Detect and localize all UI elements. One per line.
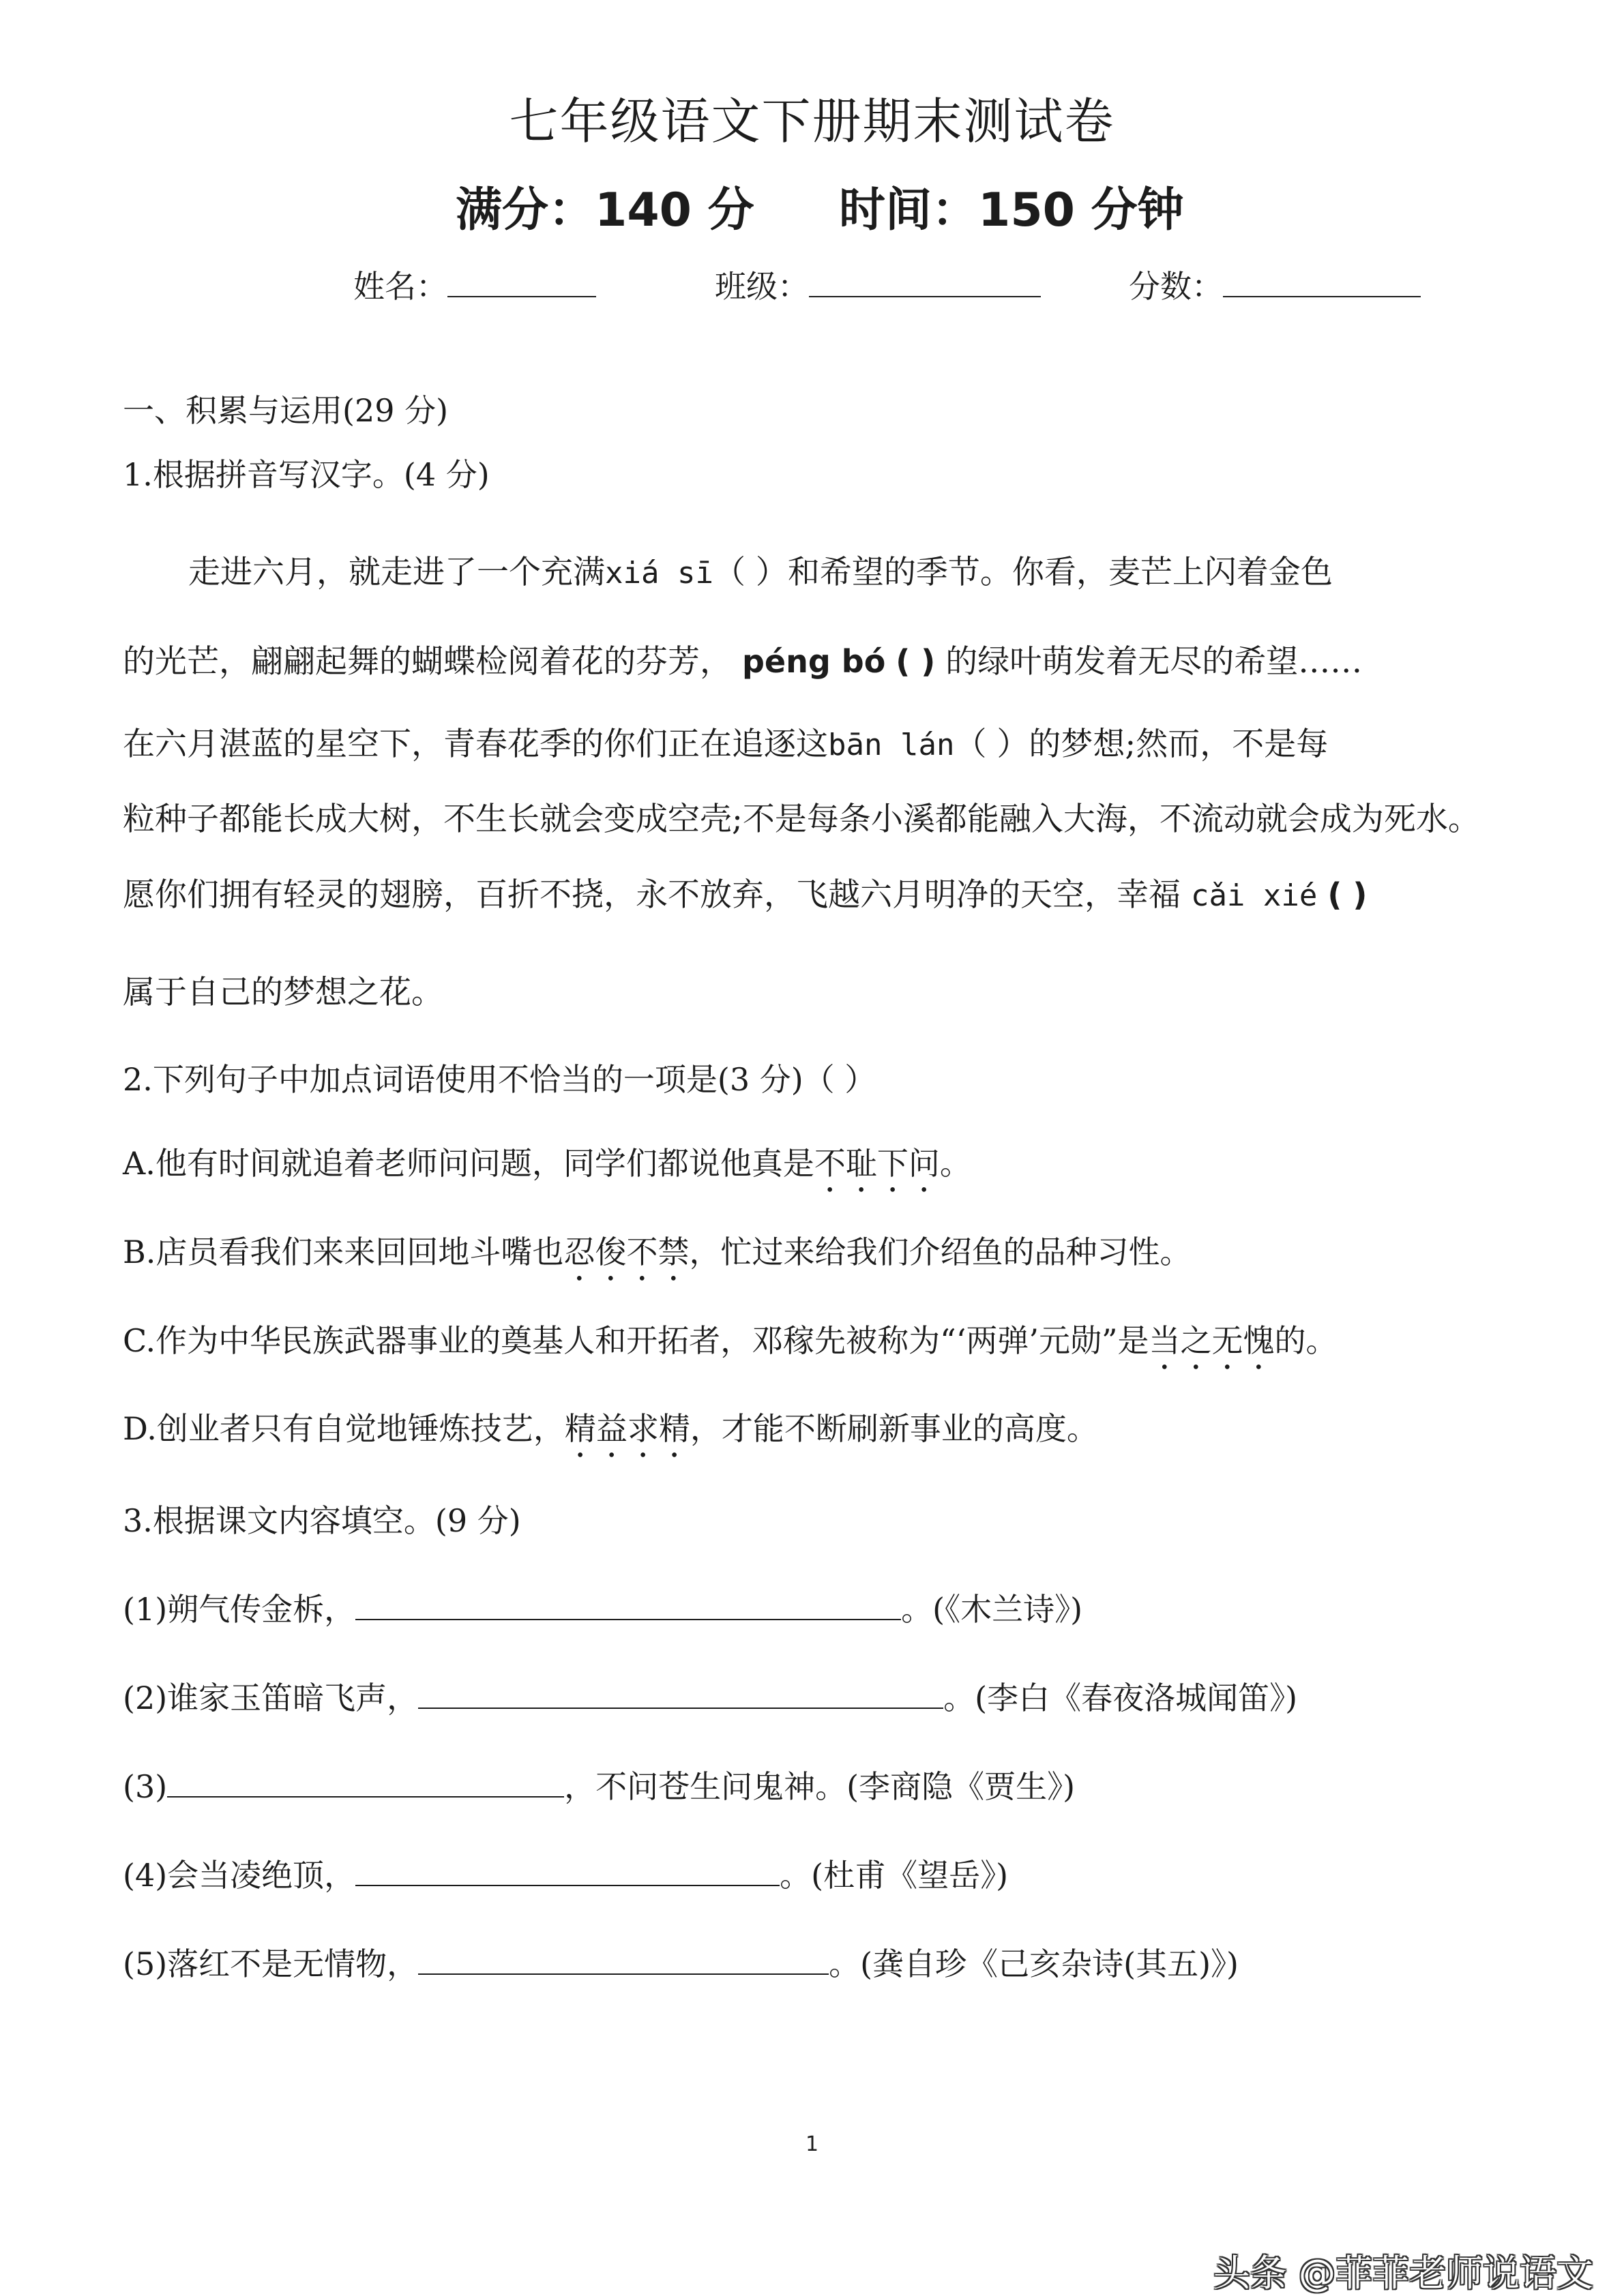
q1-text: 走进六月，就走进了一个充满 [188, 554, 605, 591]
q3-item-5 [123, 1937, 1239, 1991]
pinyin-pengbo: péng bó [741, 643, 886, 680]
q1-text: 的梦想;然而，不是每 [1029, 726, 1329, 763]
full-score-value: 140 [595, 183, 692, 237]
answer-bracket-4[interactable]: ( ) [1327, 876, 1368, 913]
full-score [456, 176, 754, 245]
name-field [353, 259, 596, 314]
section-heading: 一、积累与运用(29 分) [123, 392, 449, 429]
item-text: (4)会当凌绝顶， [123, 1857, 356, 1894]
score-blank[interactable] [1223, 265, 1421, 297]
name-blank[interactable] [447, 265, 596, 297]
fill-blank[interactable] [355, 1853, 780, 1886]
pinyin-xiasi: xiá sī [605, 556, 713, 591]
name-label: 姓名： [353, 268, 447, 305]
q1-line-2 [123, 634, 1362, 689]
q2-option-c [123, 1313, 1337, 1377]
fill-blank[interactable] [418, 1942, 829, 1975]
answer-bracket-2[interactable]: ( ) [896, 643, 936, 680]
option-text: C.作为中华民族武器事业的奠基人和开拓者，邓稼先被称为“‘两弹’元勋”是 [123, 1322, 1149, 1359]
exam-time [839, 176, 1184, 245]
class-blank[interactable] [809, 265, 1041, 297]
fill-blank[interactable] [167, 1765, 564, 1798]
q3-item-3 [123, 1759, 1075, 1814]
option-text: 。 [939, 1145, 971, 1182]
q3-item-1 [123, 1582, 1082, 1637]
pinyin-caixie: cǎi xié [1190, 878, 1318, 913]
full-score-unit: 分 [707, 183, 754, 237]
dotted-word: 当之无愧 [1149, 1322, 1275, 1359]
class-label: 班级： [715, 268, 809, 305]
item-source: 。(龚自珍《己亥杂诗(其五)》) [829, 1945, 1239, 1982]
q1-line-3 [123, 717, 1328, 773]
full-score-label: 满分： [456, 183, 595, 237]
fill-blank[interactable] [355, 1587, 901, 1620]
q1-text: 的绿叶萌发着无尽的希望…… [945, 643, 1363, 681]
q3-prompt: 3.根据课文内容填空。(9 分) [123, 1502, 521, 1539]
item-text: (2)谁家玉笛暗飞声， [123, 1680, 419, 1716]
q1-line-1 [188, 546, 1333, 601]
dotted-word: 不耻下问 [814, 1145, 940, 1182]
q1-prompt: 1.根据拼音写汉字。(4 分) [123, 456, 490, 493]
answer-bracket-3[interactable]: （ ） [954, 726, 1029, 763]
answer-bracket-1[interactable]: （ ） [713, 554, 788, 591]
page-number: 1 [805, 2132, 819, 2156]
q1-text: 的光芒，翩翩起舞的蝴蝶检阅着花的芬芳， [123, 643, 732, 681]
q1-line-4: 粒种子都能长成大树，不生长就会变成空壳;不是每条小溪都能融入大海，不流动就会成为死水。 [123, 801, 1480, 838]
q2-option-d [123, 1401, 1098, 1465]
option-text: ，才能不断刷新事业的高度。 [690, 1410, 1098, 1447]
option-text: D.创业者只有自觉地锤炼技艺， [123, 1410, 565, 1447]
item-source: ，不问苍生问鬼神。(李商隐《贾生》) [564, 1768, 1076, 1805]
class-field [715, 259, 1041, 314]
item-text: (3) [123, 1768, 168, 1805]
watermark: 头条 @菲菲老师说语文 [1213, 2252, 1593, 2295]
q3-item-2 [123, 1671, 1297, 1725]
page-title: 七年级语文下册期末测试卷 [509, 93, 1115, 150]
item-source: 。(《木兰诗》) [901, 1591, 1083, 1628]
q1-text: 愿你们拥有轻灵的翅膀，百折不挠，永不放弃，飞越六月明净的天空，幸福 [123, 876, 1181, 914]
q2-option-a [123, 1136, 971, 1199]
time-label: 时间： [839, 183, 979, 237]
score-field [1129, 259, 1421, 314]
option-text: A.他有时间就追着老师问问题，同学们都说他真是 [123, 1145, 814, 1182]
q2-option-b [123, 1225, 1191, 1288]
item-text: (1)朔气传金柝， [123, 1591, 356, 1628]
q1-line-5 [123, 867, 1367, 923]
item-source: 。(杜甫《望岳》) [780, 1857, 1009, 1894]
time-unit: 分钟 [1091, 183, 1184, 237]
fill-blank[interactable] [418, 1676, 943, 1709]
option-text: 的。 [1274, 1322, 1338, 1359]
dotted-word: 精益求精 [564, 1410, 690, 1447]
pinyin-banlan: bān lán [828, 728, 955, 762]
q1-line-6: 属于自己的梦想之花。 [123, 974, 443, 1011]
score-label: 分数： [1129, 268, 1223, 305]
time-value: 150 [978, 183, 1075, 237]
q3-item-4 [123, 1848, 1008, 1903]
q1-text: 和希望的季节。你看，麦芒上闪着金色 [787, 554, 1333, 591]
q1-text: 在六月湛蓝的星空下，青春花季的你们正在追逐这 [123, 726, 828, 763]
q2-prompt: 2.下列句子中加点词语使用不恰当的一项是(3 分)（ ） [123, 1061, 876, 1098]
option-text: B.店员看我们来来回回地斗嘴也 [123, 1234, 564, 1270]
option-text: ，忙过来给我们介绍鱼的品种习性。 [689, 1234, 1192, 1270]
item-text: (5)落红不是无情物， [123, 1945, 419, 1982]
dotted-word: 忍俊不禁 [563, 1234, 690, 1270]
item-source: 。(李白《春夜洛城闻笛》) [943, 1680, 1298, 1716]
